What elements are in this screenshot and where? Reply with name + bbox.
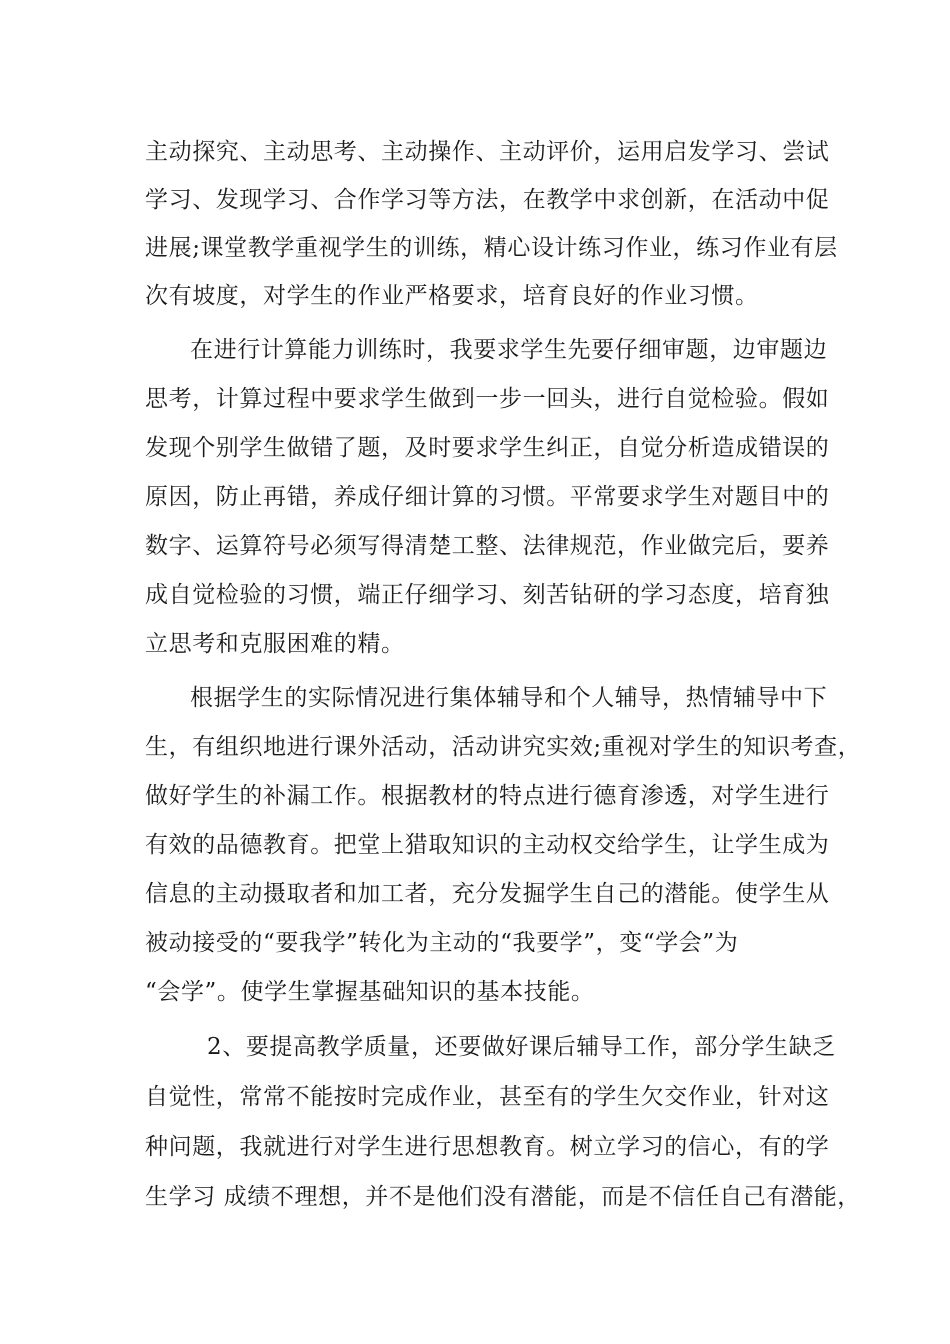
text-line: 信息的主动摄取者和加工者，充分发掘学生自己的潜能。使学生从: [145, 881, 830, 907]
text-line: 被动接受的“要我学”转化为主动的“我要学”，变“学会”为: [145, 930, 739, 956]
text-line: 种问题，我就进行对学生进行思想教育。树立学习的信心，有的学: [145, 1134, 830, 1160]
text-line: “会学”。使学生掌握基础知识的基本技能。: [145, 979, 595, 1005]
text-line: 2、要提高教学质量，还要做好课后辅导工作，部分学生缺乏: [207, 1034, 836, 1060]
text-line: 成自觉检验的习惯，端正仔细学习、刻苦钻研的学习态度，培育独: [145, 582, 830, 608]
text-line: 次有坡度，对学生的作业严格要求，培育良好的作业习惯。: [145, 283, 759, 309]
text-line: 发现个别学生做错了题，及时要求学生纠正，自觉分析造成错误的: [145, 435, 830, 461]
text-line: 数字、运算符号必须写得清楚工整、法律规范，作业做完后，要养: [145, 533, 830, 559]
text-line: 自觉性，常常不能按时完成作业，甚至有的学生欠交作业，针对这: [145, 1084, 830, 1110]
text-line: 有效的品德教育。把堂上猎取知识的主动权交给学生，让学生成为: [145, 832, 830, 858]
text-line: 在进行计算能力训练时，我要求学生先要仔细审题，边审题边: [190, 337, 828, 363]
text-line: 生，有组织地进行课外活动，活动讲究实效;重视对学生的知识考查，: [145, 734, 862, 760]
text-line: 原因，防止再错，养成仔细计算的习惯。平常要求学生对题目中的: [145, 484, 830, 510]
text-line: 生学习 成绩不理想，并不是他们没有潜能，而是不信任自己有潜能，: [145, 1184, 861, 1210]
text-line: 立思考和克服困难的精。: [145, 631, 405, 657]
text-line: 根据学生的实际情况进行集体辅导和个人辅导，热情辅导中下: [190, 685, 828, 711]
text-line: 做好学生的补漏工作。根据教材的特点进行德育渗透，对学生进行: [145, 783, 830, 809]
text-line: 主动探究、主动思考、主动操作、主动评价，运用启发学习、尝试: [145, 139, 830, 165]
text-line: 思考，计算过程中要求学生做到一步一回头，进行自觉检验。假如: [145, 386, 830, 412]
text-line: 学习、发现学习、合作学习等方法，在教学中求创新，在活动中促: [145, 187, 830, 213]
text-line: 进展;课堂教学重视学生的训练，精心设计练习作业，练习作业有层: [145, 235, 838, 261]
